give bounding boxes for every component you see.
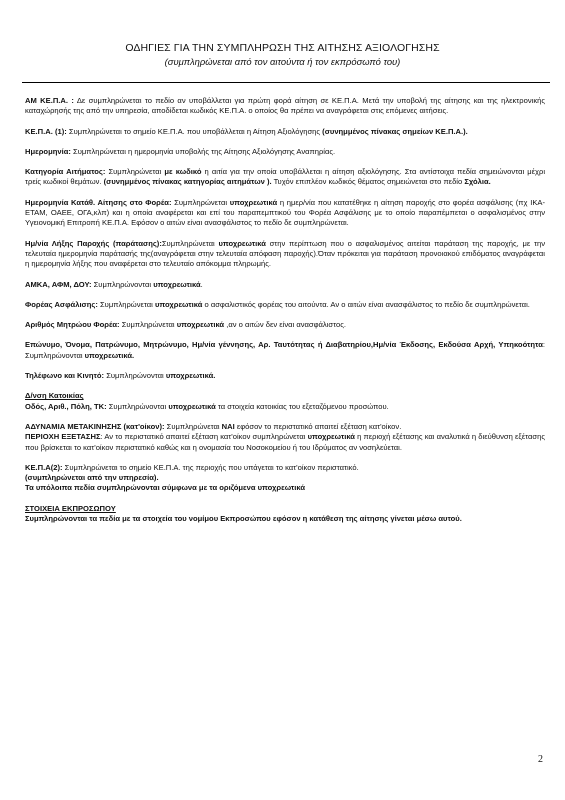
field-bold: υποχρεωτικά [307, 432, 355, 442]
field-label: ΚΕ.Π.Α(2): [25, 462, 63, 472]
field-bold: (συνημμένος πίνακας κατηγορίας αιτημάτων ). [103, 177, 272, 187]
paragraph-mobility [25, 422, 545, 453]
field-label: ΠΕΡΙΟΧΗ ΕΞΕΤΑΣΗΣ [25, 432, 101, 442]
paragraph-phone [25, 371, 545, 381]
field-label: ΑΔΥΝΑΜΙΑ ΜΕΤΑΚΙΝΗΣΗΣ (κατ'οίκον): [25, 421, 165, 431]
paragraph-insurer [25, 300, 545, 310]
field-label: Οδός, Αριθ., Πόλη, ΤΚ: [25, 401, 107, 411]
field-text: ο ασφαλιστικός φορέας του αιτούντα. Αν ο αιτών είναι ανασφάλιστος το πεδίο δε συμπληρώνεται. [202, 299, 530, 309]
field-label: ΑΜ ΚΕ.Π.Α. : [25, 96, 74, 105]
page-number: 2 [538, 754, 543, 765]
field-text: η ημερ/νία που κατατέθηκε η αίτηση παροχής στο φορέα ασφάλισης (πχ ΙΚΑ-ΕΤΑΜ, ΟΑΕΕ, ΟΓΑ,κλπ) και η οποία αναφέρεται και επί του παραπεμπτικού του Φορέα Ασφάλισης με το οποίο παραπέμπεται ο ασφαλισμένος στην Υγειονομική Επιτροπή ΚΕ.Π.Α. Εφόσον ο αιτών είναι ανασφάλιστος το πεδίο δε συμπληρώνεται. [25, 197, 545, 228]
instructions-body [25, 96, 545, 534]
field-text: στην περίπτωση που ο ασφαλισμένος αιτείται παράταση της παροχής, με την τελευταία ημερομηνία παράτασής της(αναγράφεται στην τελευταία απόφαση παροχής).Όταν πρόκειται για παράταση προνοιακού επιδόματος αναγράφεται η ημερομηνία λήξης που αναφέρεται στο τελευταίο απόκομμα πληρωμής. [25, 238, 545, 269]
page-title: ΟΔΗΓΙΕΣ ΓΙΑ ΤΗΝ ΣΥΜΠΛΗΡΩΣΗ ΤΗΣ ΑΙΤΗΣΗΣ ΑΞΙΟΛΟΓΗΣΗΣ [125, 42, 440, 54]
field-bold: υποχρεωτικά. [165, 371, 216, 381]
paragraph-kepa-2 [25, 463, 545, 494]
field-text: ,αν ο αιτών δεν είναι ανασφάλιστος. [224, 320, 346, 330]
paragraph-submission-date [25, 198, 545, 229]
section-heading: ΣΤΟΙΧΕΙΑ ΕΚΠΡΟΣΩΠΟΥ [25, 503, 116, 513]
field-text: Συμπληρώνεται το σημείο ΚΕ.Π.Α. της περιοχής που υπάγεται το κατ'οίκον περιστατικό. [62, 462, 359, 472]
field-label: Κατηγορία Αιτήματος: [25, 167, 106, 177]
field-bold: υποχρεωτικά. [84, 350, 135, 360]
field-bold: ΝΑΙ [221, 421, 235, 431]
field-label: ΚΕ.Π.Α. (1): [25, 126, 67, 136]
field-text: Συμπληρώνεται [119, 320, 177, 330]
paragraph-kepa-1 [25, 127, 545, 137]
field-text: : Συμπληρώνονται [25, 340, 545, 360]
field-bold: με κωδικό [164, 167, 202, 177]
field-text: Συμπληρώνονται [106, 401, 169, 411]
page-subtitle: (συμπληρώνεται από τον αιτούντα ή τον εκπρόσωπό του) [164, 56, 401, 67]
field-bold: υποχρεωτικά [168, 401, 216, 411]
field-text: Συμπληρώνεται το σημείο ΚΕ.Π.Α. που υποβάλλεται η Αίτηση Αξιολόγησης [66, 126, 323, 136]
field-text: Συμπληρώνεται [105, 167, 165, 177]
field-text: η περιοχή εξέτασης και αναλυτικά η διεύθυνση εξέτασης που βρίσκεται το κατ'οίκον περιστατικό καθώς και η ονομασία του Νοσοκομείου ή του Ιδρύματος αν νοσηλεύεται. [25, 432, 545, 452]
field-label: Ημερομηνία Κατάθ. Αίτησης στο Φορέα: [25, 197, 172, 207]
field-bold: υποχρεωτικά [218, 238, 266, 248]
field-text: Συμπληρώνεται [97, 299, 155, 309]
field-label: ΑΜΚΑ, ΑΦΜ, ΔΟΥ: [25, 279, 92, 289]
paragraph-date [25, 147, 545, 157]
field-text: Συμπληρώνεται [164, 421, 222, 431]
field-text: Συμπληρώνονται [91, 279, 154, 289]
field-bold: (συνημμένος πίνακας σημείων ΚΕ.Π.Α.). [322, 126, 468, 136]
field-bold: (συμπληρώνεται από την υπηρεσία). [25, 473, 159, 483]
field-text: Τυχόν επιπλέον κωδικός θέματος σημειώνεται στο πεδίο [271, 177, 465, 187]
field-label: Φορέας Ασφάλισης: [25, 299, 98, 309]
field-text: . [200, 279, 203, 289]
field-text: η αιτία για την οποία υποβάλλεται η αίτηση αξιολόγησης. Στα αντίστοιχα πεδία σημειώνονται μέχρι τρείς κωδικοί θεμάτων. [25, 167, 546, 187]
paragraph-amka [25, 280, 545, 290]
field-bold: υποχρεωτικά [229, 197, 278, 207]
field-text: τα στοιχεία κατοικίας του εξεταζόμενου προσώπου. [215, 401, 389, 411]
field-bold: Σχόλια. [464, 177, 491, 187]
field-label: Ημερομηνία: [25, 146, 71, 156]
field-bold: υποχρεωτικά [153, 279, 201, 289]
paragraph-request-category [25, 167, 545, 188]
field-text: Συμπληρώνεται η ημερομηνία υποβολής της Αίτησης Αξιολόγησης Αναπηρίας. [70, 146, 336, 156]
field-label: Αριθμός Μητρώου Φορέα: [25, 320, 120, 330]
field-text: : Αν το περιστατικό απαιτεί εξέταση κατ'οίκον συμπληρώνεται [100, 432, 308, 442]
field-bold: υποχρεωτικά [154, 299, 203, 309]
paragraph-representative [25, 504, 545, 525]
field-text: Συμπληρώνεται [161, 238, 219, 248]
paragraph-am-kepa [25, 96, 545, 117]
field-label: Ημ/νία Λήξης Παροχής (παράτασης): [25, 238, 162, 248]
field-bold: Συμπληρώνονται τα πεδία με τα στοιχεία του νομίμου Εκπροσώπου εφόσον η κατάθεση της αίτησης γίνεται μέσω αυτού. [25, 514, 462, 524]
field-bold: υποχρεωτικά [176, 320, 225, 330]
paragraph-personal-data [25, 340, 545, 361]
paragraph-registry-number [25, 320, 545, 330]
field-text: εφόσον το περιστατικό απαιτεί εξέταση κατ'οίκον. [234, 421, 402, 431]
paragraph-address [25, 391, 545, 412]
field-text: Συμπληρώνεται [171, 197, 230, 207]
field-label: Επώνυμο, Όνομα, Πατρώνυμο, Μητρώνυμο, Ημ/νία γέννησης, Αρ. Ταυτότητας ή Διαβατηρίου,Ημ/νία Έκδοσης, Εκδούσα Αρχή, Υπηκοότητα [25, 340, 543, 350]
paragraph-benefit-expiry [25, 239, 545, 270]
field-text: Συμπληρώνονται [104, 371, 166, 381]
section-heading: Δ/νση Κατοικίας [25, 391, 84, 401]
field-bold: Τα υπόλοιπα πεδία συμπληρώνονται σύμφωνα με τα οριζόμενα υποχρεωτικά [25, 483, 306, 493]
field-label: Τηλέφωνο και Κινητό: [25, 371, 105, 381]
field-text: Δε συμπληρώνεται το πεδίο αν υποβάλλεται για πρώτη φορά αίτηση σε ΚΕ.Π.Α. Μετά την υποβολή της αίτησης και της ηλεκτρονικής καταχώρησής της από την υπηρεσία, αποδίδεται κωδικός ΚΕ.Π.Α. ο οποίος θα πρέπει να αναγράφεται στις επόμενες αιτήσεις. [25, 96, 546, 116]
divider [22, 82, 550, 83]
